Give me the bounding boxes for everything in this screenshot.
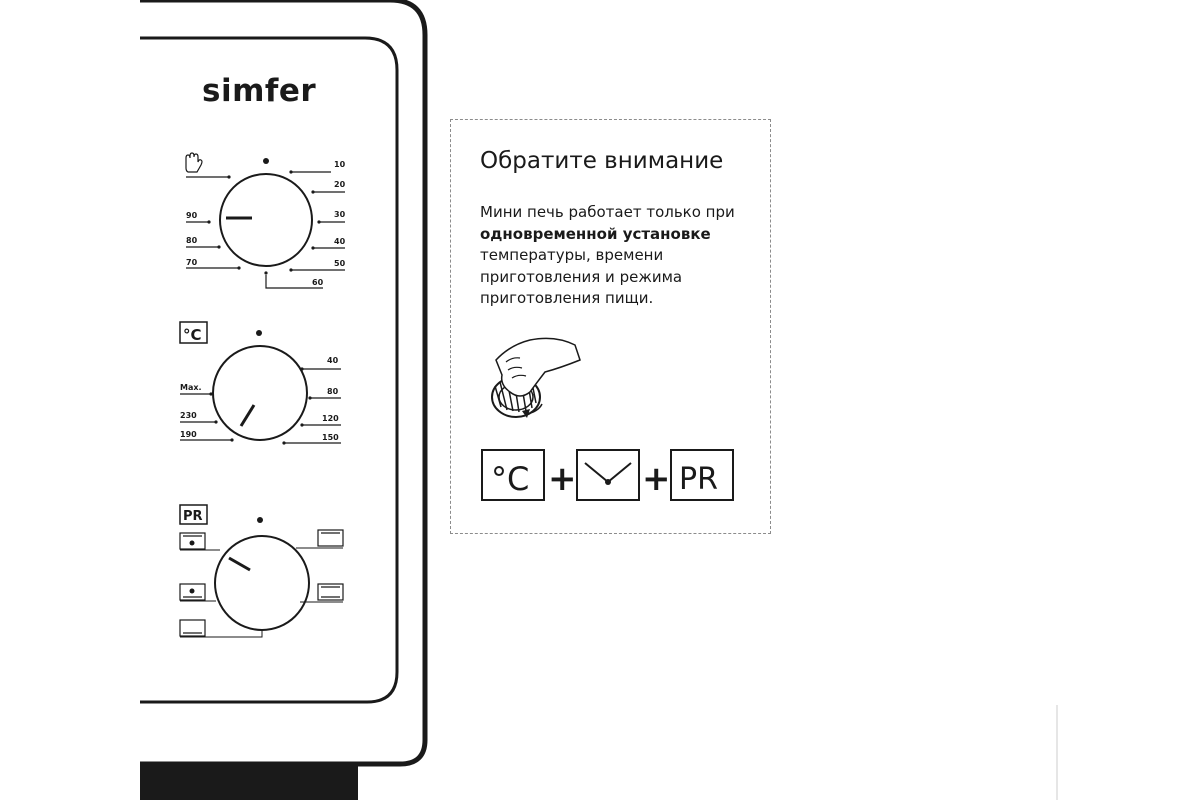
notice-card bbox=[450, 119, 771, 534]
top-heat-fan-icon bbox=[180, 533, 220, 550]
timer-label-10: 10 bbox=[334, 160, 346, 169]
brand-logo: simfer bbox=[202, 73, 317, 109]
formula-mode-symbol: PR bbox=[679, 462, 718, 497]
hand-icon bbox=[186, 153, 202, 172]
timer-label-90: 90 bbox=[186, 211, 198, 220]
temp-label-80: 80 bbox=[327, 387, 339, 396]
notice-body-start: Мини печь работает только при bbox=[480, 203, 735, 221]
temp-label-230: 230 bbox=[180, 411, 197, 420]
timer-label-20: 20 bbox=[334, 180, 346, 189]
notice-title: Обратите внимание bbox=[480, 148, 724, 174]
timer-label-50: 50 bbox=[334, 259, 346, 268]
pr-symbol: PR bbox=[183, 509, 203, 524]
notice-body-end: температуры, времени приготовления и режима приготовления пищи. bbox=[480, 246, 683, 307]
temp-label-150: 150 bbox=[322, 433, 339, 442]
timer-label-70: 70 bbox=[186, 258, 198, 267]
temp-label-40: 40 bbox=[327, 356, 339, 365]
temperature-knob-group bbox=[180, 322, 341, 445]
top-heat-icon bbox=[296, 530, 343, 548]
formula-plus-2: + bbox=[642, 459, 671, 499]
temp-label-190: 190 bbox=[180, 430, 197, 439]
timer-label-30: 30 bbox=[334, 210, 346, 219]
timer-knob-group bbox=[186, 153, 346, 288]
temp-label-max: Max. bbox=[180, 383, 202, 392]
oven-foot bbox=[140, 762, 358, 800]
formula-temp-symbol: °C bbox=[491, 460, 530, 498]
mode-knob[interactable] bbox=[215, 536, 309, 630]
temperature-knob[interactable] bbox=[213, 346, 307, 440]
timer-knob[interactable] bbox=[220, 174, 312, 266]
temp-label-120: 120 bbox=[322, 414, 339, 423]
timer-label-40: 40 bbox=[334, 237, 346, 246]
bottom-heat-fan-icon bbox=[180, 584, 216, 601]
formula-plus-1: + bbox=[548, 459, 577, 499]
celsius-symbol: °C bbox=[183, 326, 202, 344]
timer-label-80: 80 bbox=[186, 236, 198, 245]
mode-knob-group bbox=[180, 505, 343, 637]
notice-body bbox=[480, 202, 765, 310]
notice-body-bold: одновременной установке bbox=[480, 224, 711, 243]
timer-label-60: 60 bbox=[312, 278, 324, 287]
